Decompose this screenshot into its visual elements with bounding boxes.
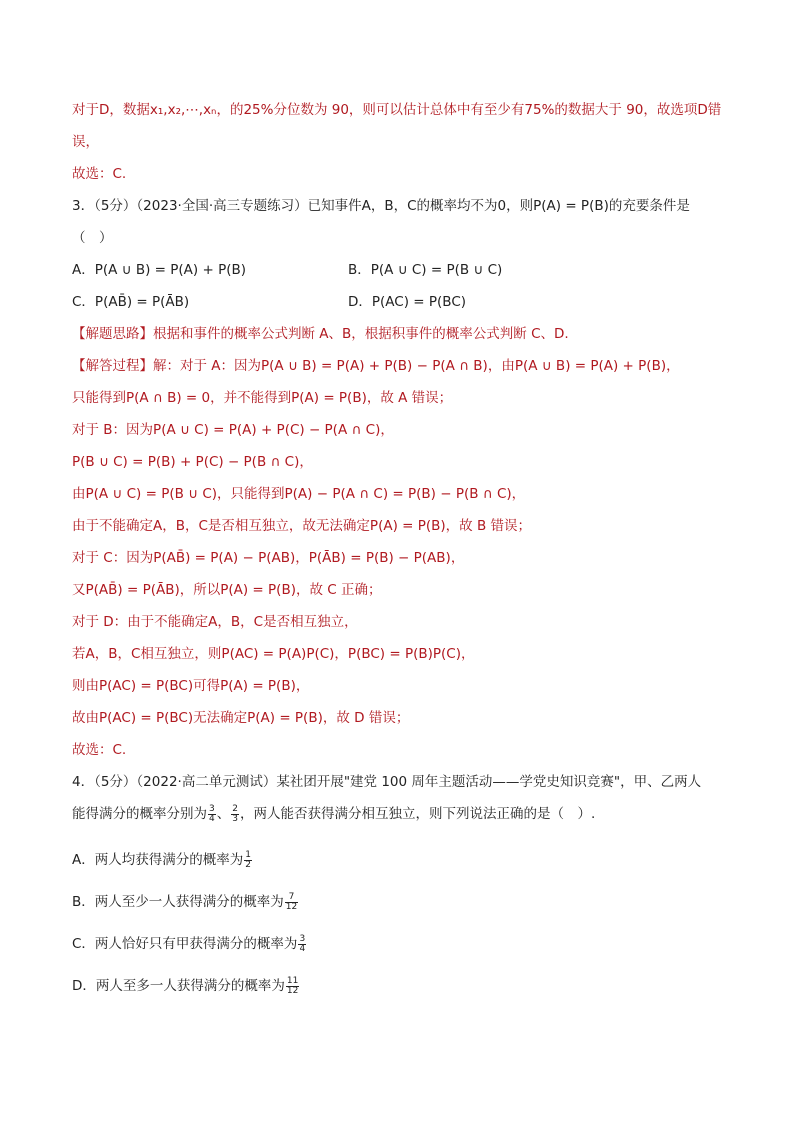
q4-option-a [72,850,253,870]
fraction-denominator: 12 [286,985,299,996]
q3-solution-line: P(B ∪ C) = P(B) + P(C) − P(B ∩ C)， [72,454,313,470]
q4-stem-cont [72,804,595,824]
fraction-numerator: 3 [209,803,215,814]
q4-option-c [72,934,307,954]
fraction-denominator: 4 [299,943,306,954]
q3-solution-line: 对于 D：由于不能确定A，B，C是否相互独立， [72,614,358,630]
q3-option-d: D．P(AC) = P(BC) [348,294,467,310]
q3-solution-line: 对于 B：因为P(A ∪ C) = P(A) + P(C) − P(A ∩ C)， [72,422,394,438]
q3-stem: 3．（5分）（2023·全国·高三专题练习）已知事件A，B，C的概率均不为0，则P(A) = P(B)的充要条件是 [72,198,690,214]
q3-answer: 故选：C. [72,742,127,758]
fraction [208,805,216,824]
q3-option-b: B．P(A ∪ C) = P(B ∪ C) [348,262,503,278]
q4-option-b [72,892,299,912]
option-label: B．两人至少一人获得满分的概率为 [72,894,284,910]
fraction [298,935,306,954]
q3-solution-line: 则由P(AC) = P(BC)可得P(A) = P(B)， [72,678,310,694]
q4-stem-suffix: ，两人能否获得满分相互独立，则下列说法正确的是（ ）. [239,806,596,822]
option-label: C．两人恰好只有甲获得满分的概率为 [72,936,298,952]
fraction-denominator: 3 [232,813,238,824]
q3-solution-line: 只能得到P(A ∩ B) = 0，并不能得到P(A) = P(B)，故 A 错误； [72,390,453,406]
fraction-denominator: 4 [209,813,215,824]
q3-stem-bracket: （ ） [72,230,113,246]
fraction-numerator: 1 [245,849,251,860]
fraction-denominator: 2 [245,859,251,870]
q3-solution-line: 故由P(AC) = P(BC)无法确定P(A) = P(B)，故 D 错误； [72,710,410,726]
fraction-numerator: 2 [232,803,238,814]
q2-d-analysis-line-cont: 误， [72,134,99,150]
q2-d-analysis-line: 对于D，数据x₁,x₂,⋯,xₙ，的25%分位数为 90，则可以估计总体中有至少有75%的数据大于 90，故选项D错 [72,102,722,118]
fraction [286,977,299,996]
q3-option-c: C．P(AB̄) = P(ĀB) [72,294,190,310]
fraction [285,893,298,912]
q4-stem: 4．（5分）（2022·高二单元测试）某社团开展"建党 100 周年主题活动——学党史知识竞赛"，甲、乙两人 [72,774,702,790]
fraction [244,851,252,870]
option-label: A．两人均获得满分的概率为 [72,852,244,868]
q3-solution-idea: 【解题思路】根据和事件的概率公式判断 A、B，根据积事件的概率公式判断 C、D. [72,326,569,342]
q4-option-d [72,976,300,996]
fraction-denominator: 12 [285,901,298,912]
q3-solution-line: 由于不能确定A，B，C是否相互独立，故无法确定P(A) = P(B)，故 B 错误； [72,518,532,534]
q2-answer: 故选：C. [72,166,127,182]
q3-solution-line: 又P(AB̄) = P(ĀB)，所以P(A) = P(B)，故 C 正确； [72,582,382,598]
option-label: D．两人至多一人获得满分的概率为 [72,978,285,994]
q3-solution-line: 若A，B，C相互独立，则P(AC) = P(A)P(C)，P(BC) = P(B)P(C)， [72,646,475,662]
fraction [231,805,239,824]
q3-solution-line: 【解答过程】解：对于 A：因为P(A ∪ B) = P(A) + P(B) − P(A ∩ B)，由P(A ∪ B) = P(A) + P(B)， [72,358,680,374]
q3-solution-line: 由P(A ∪ C) = P(B ∪ C)，只能得到P(A) − P(A ∩ C) = P(B) − P(B ∩ C)， [72,486,526,502]
q4-stem-separator: 、 [216,806,231,822]
fraction-numerator: 11 [286,975,299,986]
q3-option-a: A．P(A ∪ B) = P(A) + P(B) [72,262,247,278]
fraction-numerator: 3 [299,933,306,944]
q3-solution-line: 对于 C：因为P(AB̄) = P(A) − P(AB)，P(ĀB) = P(B) − P(AB)， [72,550,465,566]
q4-stem-prefix: 能得满分的概率分别为 [72,806,207,822]
fraction-numerator: 7 [285,893,298,903]
